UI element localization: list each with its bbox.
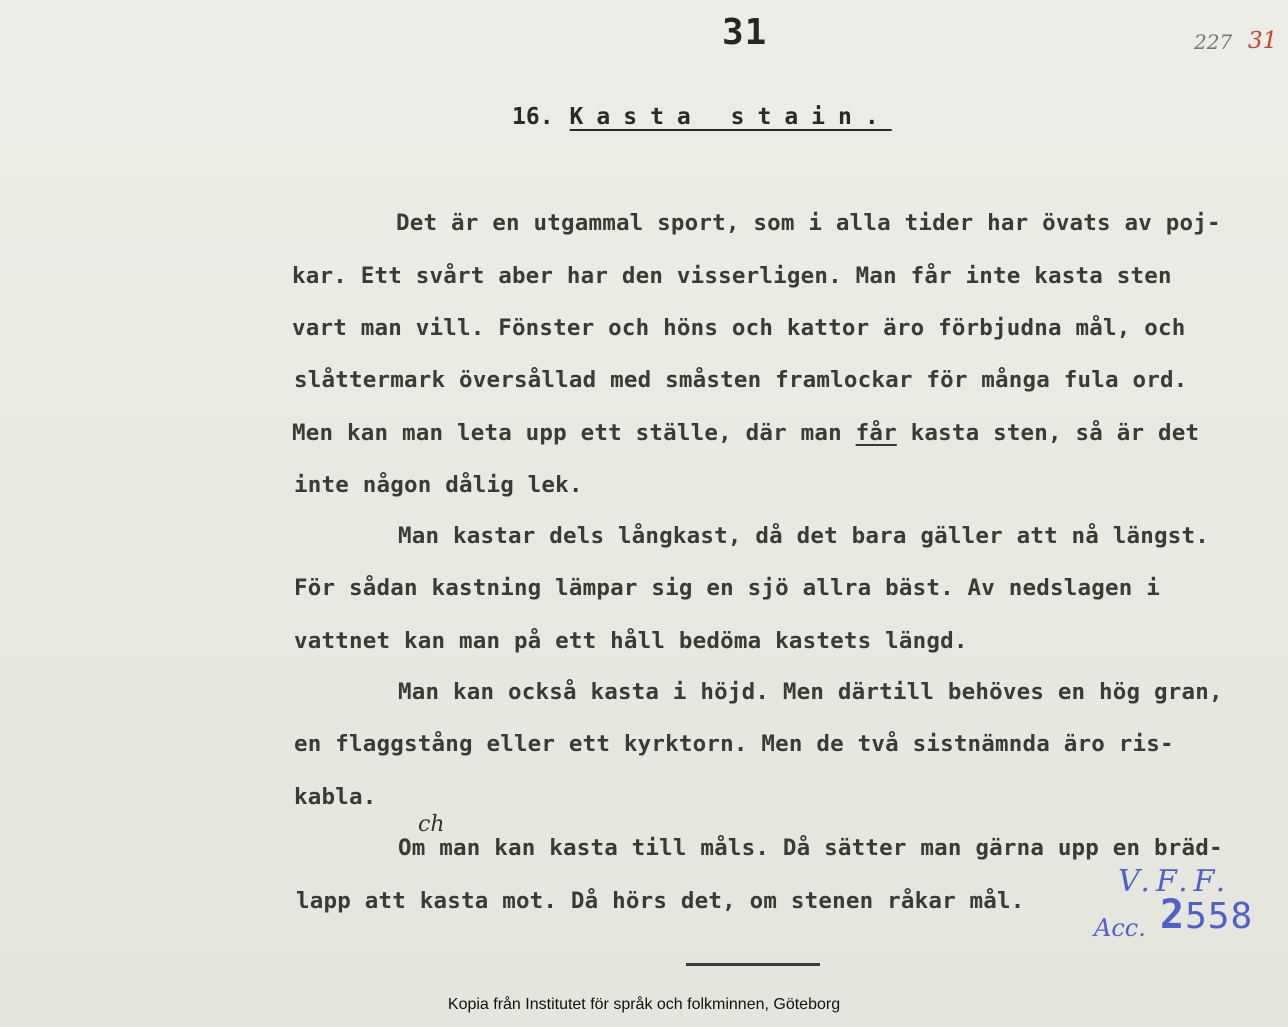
section-title [512,104,892,130]
stamp-accession-first-digit: 2 [1160,892,1186,938]
archive-red-number: 31 [1248,28,1278,54]
text-line: Det är en utgammal sport, som i alla tider har övats av poj- [396,210,1221,236]
text-line: inte någon dålig lek. [294,472,583,498]
section-name: Kasta stain. [569,104,892,130]
archive-pencil-number: 227 [1194,30,1233,54]
text-line [292,420,1199,446]
text-line: vattnet kan man på ett håll bedöma kastets längd. [294,628,968,654]
stamp-acc-label: Acc. [1094,914,1146,942]
text-line: lapp att kasta mot. Då hörs det, om stenen råkar mål. [296,888,1025,914]
end-rule [686,963,820,966]
text-segment: Men kan man leta upp ett ställe, där man [292,420,856,446]
text-line: Man kastar dels långkast, då det bara gäller att nå längst. [398,523,1210,549]
handwritten-insert: ch [418,812,445,837]
text-segment: kasta sten, så är det [896,420,1200,446]
text-line: vart man vill. Fönster och höns och kattor äro förbjudna mål, och [292,315,1186,341]
stamp-accession-number [1160,892,1253,938]
page-number: 31 [722,12,768,53]
text-line: en flaggstång eller ett kyrktorn. Men de två sistnämnda äro ris- [294,731,1174,757]
text-line: Man kan också kasta i höjd. Men därtill behöves en hög gran, [398,679,1223,705]
text-line: slåttermark översållad med småsten framlockar för många fula ord. [294,367,1188,393]
copy-notice-footer: Kopia från Institutet för språk och folkminnen, Göteborg [447,996,841,1013]
stamp-accession-rest: 558 [1185,896,1254,937]
stamp-initials: V.F.F. [1118,864,1232,899]
text-line: kar. Ett svårt aber har den visserligen. Man får inte kasta sten [292,263,1172,289]
text-line: kabla. [294,784,377,810]
underlined-word: får [855,420,897,446]
text-line: För sådan kastning lämpar sig en sjö allra bäst. Av nedslagen i [294,575,1161,601]
section-number: 16. [512,104,554,130]
text-line: Om man kan kasta till måls. Då sätter man gärna upp en bräd- [398,835,1223,861]
archive-stamp [1094,864,1264,950]
